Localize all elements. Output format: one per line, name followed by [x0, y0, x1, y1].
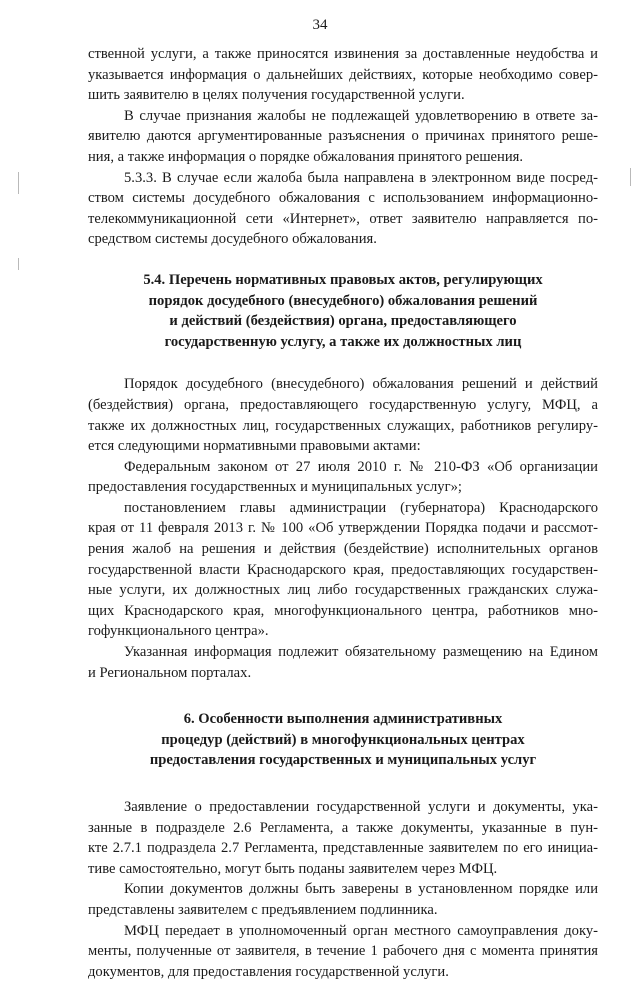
document-body — [88, 44, 598, 982]
text-line: ния, а также информация о порядке обжалования принятого решения. — [88, 148, 524, 165]
text-line: Заявление о предоставлении государственной услуги и документы, ука- — [124, 799, 598, 815]
paragraph-service-apology — [88, 44, 598, 106]
text-line: тиве самостоятельно, могут быть поданы заявителем через МФЦ. — [88, 860, 498, 877]
scan-margin-mark — [18, 172, 19, 194]
paragraph-portal-publication — [88, 642, 598, 683]
text-line: (бездействия) органа, предоставляющего государственную услугу, МФЦ, а — [88, 396, 598, 413]
text-line: и Региональном порталах. — [88, 664, 252, 681]
text-line: средством системы досудебного обжалования. — [88, 231, 377, 248]
heading-line: государственную услугу, а также их должностных лиц — [164, 333, 522, 350]
paragraph-document-copies — [88, 879, 598, 920]
text-line: также их должностных лиц, государственных служащих, работников регулиру- — [88, 417, 598, 434]
text-line: ные услуги, их должностных лиц либо государственных гражданских служа- — [88, 582, 598, 599]
text-line: Порядок досудебного (внесудебного) обжалования решений и действий — [124, 376, 598, 393]
section-heading-5-4 — [88, 270, 598, 352]
paragraph-regional-decree — [88, 498, 598, 642]
text-line: Указанная информация подлежит обязательному размещению на Едином — [124, 644, 598, 661]
text-line: 5.3.3. В случае если жалоба была направлена в электронном виде посред- — [124, 169, 598, 186]
page-number: 34 — [312, 17, 328, 33]
heading-line: 5.4. Перечень нормативных правовых актов, регулирующих — [143, 271, 543, 288]
text-line: постановлением главы администрации (губернатора) Краснодарского — [124, 499, 598, 516]
text-line: кте 2.7.1 подраздела 2.7 Регламента, представленные заявителем по его инициа- — [88, 840, 598, 857]
heading-line: предоставления государственных и муниципальных услуг — [149, 752, 537, 769]
heading-line: порядок досудебного (внесудебного) обжалования решений — [148, 292, 538, 309]
text-line: ством системы досудебного обжалования с использованием информационно- — [88, 190, 598, 207]
scan-margin-mark — [18, 258, 19, 270]
text-line: края от 11 февраля 2013 г. № 100 «Об утверждении Порядка подачи и рассмот- — [88, 520, 598, 537]
text-line: шить заявителю в целях получения государственной услуги. — [88, 87, 465, 104]
text-line: ственной услуги, а также приносятся извинения за доставленные неудобства и — [88, 46, 598, 62]
text-line: ется следующими нормативными правовыми актами: — [88, 438, 421, 455]
paragraph-complaint-rejected — [88, 106, 598, 168]
heading-line: процедур (действий) в многофункциональных центрах — [161, 731, 525, 748]
text-line: явителю даются аргументированные разъяснения о причинах принятого реше- — [88, 128, 598, 145]
spacer — [88, 352, 598, 374]
text-line: занные в подразделе 2.6 Регламента, а также документы, указанные в пун- — [88, 819, 598, 836]
text-line: щих Краснодарского края, многофункционального центра, работников мно- — [88, 602, 598, 619]
spacer — [88, 771, 598, 797]
text-line: В случае признания жалобы не подлежащей удовлетворению в ответе за- — [124, 107, 598, 124]
scan-margin-mark — [630, 168, 631, 186]
text-line: указывается информация о дальнейших действиях, которые необходимо совер- — [88, 66, 598, 83]
section-heading-6 — [88, 709, 598, 771]
text-line: предоставления государственных и муниципальных услуг»; — [88, 479, 462, 496]
text-line: МФЦ передает в уполномоченный орган местного самоуправления доку- — [124, 922, 598, 939]
text-line: Федеральным законом от 27 июля 2010 г. № 210-ФЗ «Об организации — [124, 458, 598, 475]
paragraph-appeal-procedure — [88, 374, 598, 456]
paragraph-application-via-mfc — [88, 797, 598, 879]
text-line: государственной власти Краснодарского края, предоставляющих государствен- — [88, 561, 598, 578]
heading-line: и действий (бездействия) органа, предоставляющего — [169, 313, 517, 330]
heading-line: 6. Особенности выполнения административных — [183, 711, 503, 728]
spacer — [88, 250, 598, 270]
text-line: Копии документов должны быть заверены в установленном порядке или — [124, 881, 598, 898]
text-line: документов, для предоставления государственной услуги. — [88, 963, 449, 980]
text-line: менты, полученные от заявителя, в течение 1 рабочего дня с момента принятия — [88, 943, 598, 960]
text-line: телекоммуникационной сети «Интернет», ответ заявителю направляется по- — [88, 210, 598, 227]
spacer — [88, 683, 598, 709]
paragraph-federal-law — [88, 457, 598, 498]
text-line: рения жалоб на решения и действия (бездействие) исполнительных органов — [88, 541, 598, 558]
paragraph-mfc-transfer — [88, 921, 598, 982]
text-line: представлены заявителем с предъявлением подлинника. — [88, 901, 438, 918]
text-line: гофункционального центра». — [88, 623, 269, 640]
paragraph-5-3-3 — [88, 168, 598, 250]
